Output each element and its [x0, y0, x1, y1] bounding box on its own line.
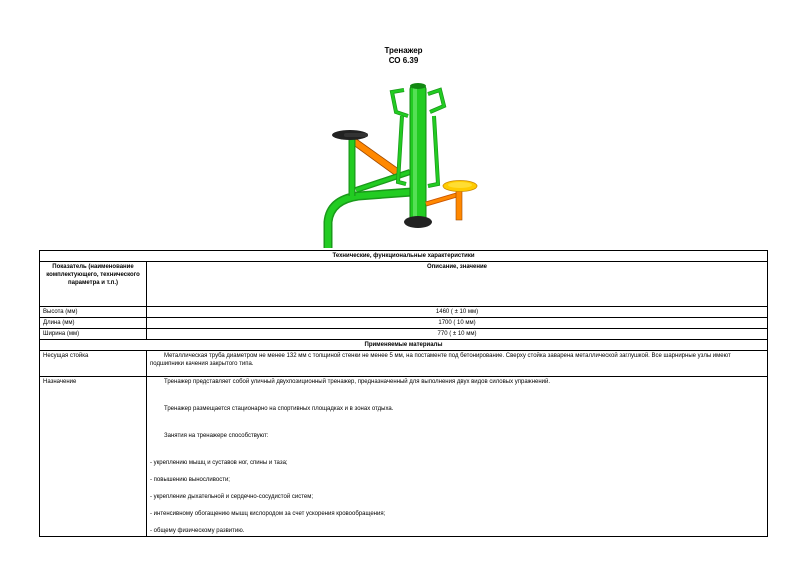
- table-row: [40, 307, 768, 318]
- column-header-param: Показатель (наименование комплектующего, технического параметра и т.п.): [40, 262, 147, 307]
- column-header-row: [40, 262, 768, 307]
- page-title: [0, 46, 807, 66]
- title-line-1: Тренажер: [384, 46, 423, 55]
- purpose-list-item: - укреплению мышц и суставов ног, спины и таза;: [150, 460, 288, 466]
- trainer-illustration: [300, 72, 520, 248]
- spec-table: [39, 250, 768, 537]
- column-header-value: Описание, значение: [147, 262, 768, 307]
- purpose-list-item: - общему физическому развитию.: [150, 528, 245, 534]
- section-title-characteristics: Технические, функциональные характеристики: [40, 251, 768, 262]
- column-base: [404, 216, 432, 228]
- table-row: [40, 351, 768, 377]
- row-param: Длина (мм): [40, 318, 147, 329]
- purpose-list-item: - укрепление дыхательной и сердечно-сосудистой систем;: [150, 494, 314, 500]
- orange-lever-arm: [352, 138, 400, 176]
- row-value: 770 ( ± 10 мм): [147, 329, 768, 340]
- section-title-materials: Применяемые материалы: [40, 340, 768, 351]
- title-line-2: СО 6.39: [388, 56, 419, 65]
- table-row: [40, 329, 768, 340]
- row-value: 1700 ( 10 мм): [147, 318, 768, 329]
- support-text: [147, 351, 768, 377]
- purpose-paragraph-2: Тренажер размещается стационарно на спортивных площадках и в зонах отдыха.: [164, 406, 394, 412]
- main-column: [410, 86, 426, 226]
- purpose-text: [147, 377, 768, 537]
- purpose-paragraph-3: Занятия на тренажере способствуют:: [164, 433, 269, 439]
- row-param: Высота (мм): [40, 307, 147, 318]
- support-paragraph: Металлическая труба диаметром не менее 132 мм с толщиной стенки не менее 5 мм, на постаменте под бетонирование. Сверху стойка заварена металлической заглушкой. Все шарнирные узлы имеют подшипники качения закрытого типа.: [150, 353, 731, 367]
- section-header-row: [40, 340, 768, 351]
- orange-platform-post: [456, 190, 462, 220]
- support-label: Несущая стойка: [40, 351, 147, 377]
- purpose-paragraph-1: Тренажер представляет собой уличный двухпозиционный тренажер, предназначенный для выполнения двух видов силовых упражнений.: [164, 379, 551, 385]
- row-param: Ширина (мм): [40, 329, 147, 340]
- row-value: 1460 ( ± 10 мм): [147, 307, 768, 318]
- purpose-list-item: - интенсивному обогащению мышц кислородом за счет ускорения кровообращения;: [150, 511, 386, 517]
- table-row: [40, 318, 768, 329]
- table-row: [40, 377, 768, 537]
- purpose-label: Назначение: [40, 377, 147, 537]
- section-header-row: [40, 251, 768, 262]
- purpose-list-item: - повышению выносливости;: [150, 477, 230, 483]
